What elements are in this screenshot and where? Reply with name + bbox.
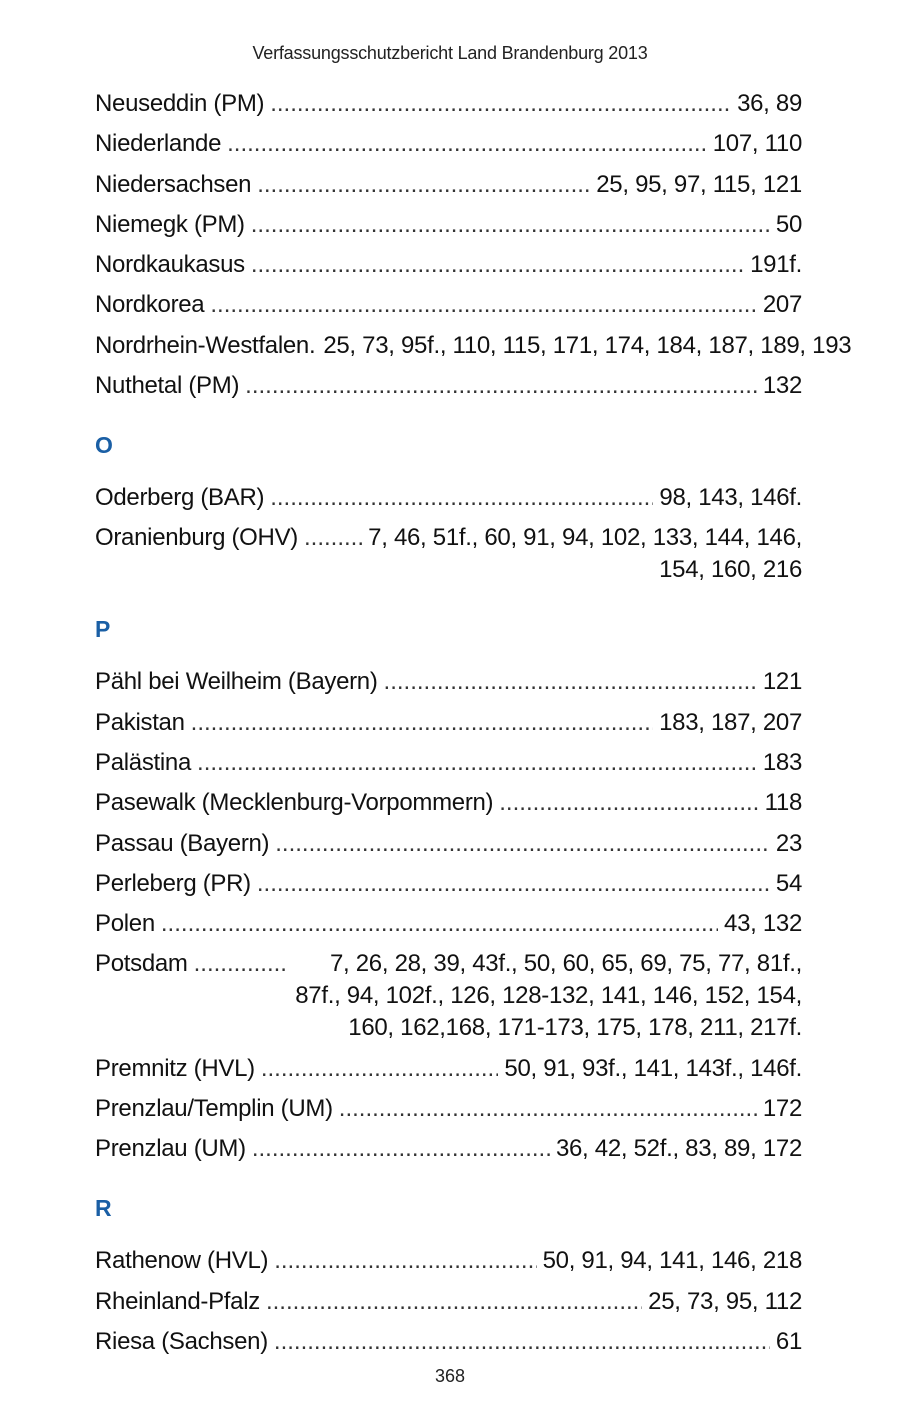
dot-leader <box>161 908 718 940</box>
index-entry <box>95 747 802 779</box>
page-reference-line: 172 <box>762 1095 802 1123</box>
section-letter-o: O <box>95 432 113 459</box>
dot-leader <box>251 209 770 241</box>
page-reference-line: 36, 42, 52f., 83, 89, 172 <box>555 1135 802 1163</box>
page-references <box>295 948 802 1044</box>
section-letter-r: R <box>95 1195 112 1222</box>
page-references <box>648 1286 802 1318</box>
page-reference-line: 50, 91, 94, 141, 146, 218 <box>542 1247 802 1275</box>
page-references <box>763 747 802 779</box>
section-letter-p: P <box>95 616 111 643</box>
dot-leader <box>257 868 770 900</box>
page-reference-line: 118 <box>764 789 802 817</box>
page-references <box>763 289 802 321</box>
index-term: Pähl bei Weilheim (Bayern) <box>95 668 378 696</box>
page-references <box>776 828 802 860</box>
index-entry <box>95 88 802 120</box>
page-references <box>765 787 802 819</box>
index-term: Niederlande <box>95 130 222 158</box>
dot-leader <box>274 1326 770 1358</box>
page-references <box>763 370 802 402</box>
index-term: Polen <box>95 910 155 938</box>
index-entry <box>95 482 802 514</box>
page-reference-line: 50, 91, 93f., 141, 143f., 146f. <box>504 1054 802 1082</box>
page-reference-line: 207 <box>762 291 802 319</box>
page-reference-line: 183 <box>762 748 802 776</box>
index-term: Perleberg (PR) <box>95 869 251 897</box>
index-term: Oderberg (BAR) <box>95 484 265 512</box>
page-references <box>504 1053 802 1085</box>
dot-leader <box>194 948 290 980</box>
dot-leader <box>257 169 590 201</box>
index-term: Nordkaukasus <box>95 251 245 279</box>
index-entry <box>95 948 802 1044</box>
page-references <box>323 330 851 362</box>
index-entry <box>95 868 802 900</box>
index-list <box>95 88 852 1366</box>
index-term: Niemegk (PM) <box>95 210 245 238</box>
index-term: Palästina <box>95 748 192 776</box>
index-entry <box>95 787 802 819</box>
index-term: Pasewalk (Mecklenburg-Vorpommern) <box>95 789 494 817</box>
index-entry <box>95 828 802 860</box>
page-reference-line: 61 <box>775 1327 802 1355</box>
page-reference-line: 25, 73, 95, 112 <box>648 1287 802 1315</box>
dot-leader <box>227 128 707 160</box>
page-references <box>543 1245 802 1277</box>
page-number: 368 <box>434 1366 466 1386</box>
index-entry <box>95 330 852 362</box>
page-reference-line: 23 <box>775 829 802 857</box>
dot-leader <box>384 666 757 698</box>
running-header: Verfassungsschutzbericht Land Brandenburg 2013 <box>252 43 648 63</box>
page-reference-line: 160, 162,168, 171-173, 175, 178, 211, 217f. <box>348 1014 802 1042</box>
page-references <box>724 908 802 940</box>
page-references <box>750 249 802 281</box>
dot-leader <box>275 828 770 860</box>
page-reference-line: 36, 89 <box>737 90 802 117</box>
index-entry <box>95 666 802 698</box>
page-references <box>776 1326 802 1358</box>
index-term: Passau (Bayern) <box>95 829 270 857</box>
page-references <box>763 1093 802 1125</box>
index-term: Riesa (Sachsen) <box>95 1327 268 1355</box>
dot-leader <box>266 1286 642 1318</box>
page-references <box>659 707 802 739</box>
page-references <box>763 666 802 698</box>
page-reference-line: 191f. <box>750 251 802 279</box>
index-entry <box>95 1093 802 1125</box>
index-entry <box>95 908 802 940</box>
index-term: Potsdam <box>95 950 188 978</box>
page-references <box>776 209 802 241</box>
page-reference-line: 121 <box>762 668 802 696</box>
index-term: Premnitz (HVL) <box>95 1054 255 1082</box>
index-entry <box>95 209 802 241</box>
page-reference-line: 87f., 94, 102f., 126, 128-132, 141, 146, 152, 154, <box>295 982 802 1010</box>
page-reference-line: 154, 160, 216 <box>659 556 802 584</box>
page-references <box>737 88 802 120</box>
page-reference-line: 132 <box>762 372 802 400</box>
index-term: Oranienburg (OHV) <box>95 524 298 552</box>
index-term: Nordrhein-Westfalen. <box>95 331 316 359</box>
index-term: Prenzlau/Templin (UM) <box>95 1095 333 1123</box>
dot-leader <box>245 370 757 402</box>
page-reference-line: 43, 132 <box>724 910 802 938</box>
index-entry <box>95 1053 802 1085</box>
index-term: Neuseddin (PM) <box>95 90 265 117</box>
page-references <box>713 128 802 160</box>
dot-leader <box>191 707 653 739</box>
dot-leader <box>304 522 362 554</box>
page-reference-line: 183, 187, 207 <box>659 708 802 736</box>
index-entry <box>95 522 802 586</box>
dot-leader <box>274 1245 536 1277</box>
page-reference-line: 25, 95, 97, 115, 121 <box>596 170 802 198</box>
index-entry <box>95 707 802 739</box>
index-term: Nuthetal (PM) <box>95 372 240 400</box>
index-entry <box>95 1326 802 1358</box>
dot-leader <box>210 289 756 321</box>
index-term: Prenzlau (UM) <box>95 1135 246 1163</box>
index-entry <box>95 1133 802 1165</box>
page-reference-line: 98, 143, 146f. <box>659 484 802 512</box>
index-entry <box>95 1245 802 1277</box>
dot-leader <box>197 747 757 779</box>
dot-leader <box>251 249 744 281</box>
index-entry <box>95 249 802 281</box>
page-reference-line: 107, 110 <box>712 130 802 158</box>
dot-leader <box>270 88 731 120</box>
dot-leader <box>270 482 653 514</box>
index-term: Niedersachsen <box>95 170 252 198</box>
page-references <box>368 522 802 586</box>
index-entry <box>95 128 802 160</box>
index-term: Nordkorea <box>95 291 205 319</box>
index-term: Rheinland-Pfalz <box>95 1287 260 1315</box>
page-references <box>556 1133 802 1165</box>
index-term: Rathenow (HVL) <box>95 1247 269 1275</box>
page-reference-line: 54 <box>775 869 802 897</box>
page-reference-line: 7, 26, 28, 39, 43f., 50, 60, 65, 69, 75, 77, 81f., <box>329 950 802 978</box>
page-references <box>659 482 802 514</box>
dot-leader <box>252 1133 550 1165</box>
page-reference-line: 7, 46, 51f., 60, 91, 94, 102, 133, 144, 146, <box>368 524 802 552</box>
page-references <box>776 868 802 900</box>
dot-leader <box>339 1093 757 1125</box>
dot-leader <box>261 1053 499 1085</box>
index-entry <box>95 370 802 402</box>
page-reference-line: 25, 73, 95f., 110, 115, 171, 174, 184, 187, 189, 193 <box>323 331 852 359</box>
dot-leader <box>499 787 758 819</box>
index-entry <box>95 169 802 201</box>
page-reference-line: 50 <box>775 210 802 238</box>
index-term: Pakistan <box>95 708 185 736</box>
index-entry <box>95 289 802 321</box>
page-references <box>596 169 802 201</box>
index-entry <box>95 1286 802 1318</box>
